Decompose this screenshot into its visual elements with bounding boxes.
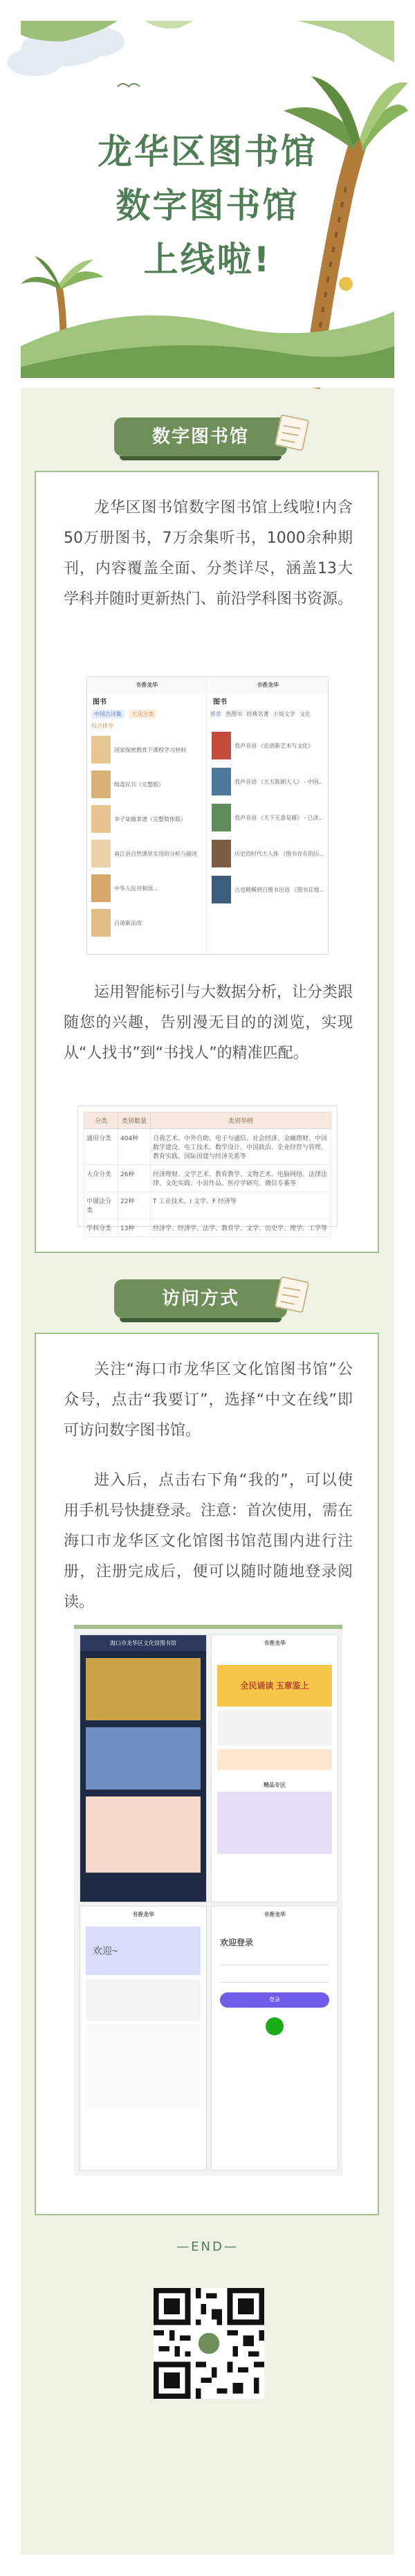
list-item: 南江县自然课里实用的分析与描述 (114, 850, 197, 857)
app-header: 书香龙华 (87, 677, 206, 693)
qr-code-icon (154, 2288, 264, 2399)
section-title: 数字图书馆 (151, 426, 249, 447)
hero-title-line3: 上线啦! (143, 240, 272, 280)
digital-library-content-box (35, 471, 379, 1253)
hero-title-line1: 龙华区图书馆 (98, 132, 317, 172)
notebook-icon (271, 1275, 315, 1313)
table-header: 类别举例 (151, 1113, 331, 1129)
list-item: 中华人民共和国... (114, 885, 158, 892)
login-paragraph: 进入后，点击右下角“我的”，可以使用手机号快捷登录。注意：首次使用，需在海口市龙华区文化馆图书馆范围内进行注册，注册完成后，便可以随时随地登录阅读。 (64, 1472, 353, 1611)
app-screenshot-book-list (86, 676, 329, 955)
classification-table (84, 1112, 331, 1237)
classification-table-image (77, 1106, 338, 1232)
matching-paragraph: 运用智能标引与大数据分析，让分类跟随您的兴趣，告别漫无目的的浏览，实现从“人找书”到“书找人”的精准匹配。 (64, 984, 353, 1062)
list-item: 吕迪新法改 (114, 919, 142, 926)
list-item: 我声音语 《五五陈剧大人》 - 中国... (234, 778, 323, 785)
app-header: 书香龙华 (264, 1640, 286, 1646)
screenshot-login (211, 1906, 338, 2170)
hero-banner (21, 21, 394, 388)
wechat-icon (266, 2017, 284, 2035)
intro-paragraph: 龙华区图书馆数字图书馆上线啦!内含50万册图书，7万余集听书，1000余种期刊，内容覆盖全面、分类详尽，涵盖13大学科并随时更新热门、前沿学科图书资源。 (64, 499, 353, 608)
list-item: 李子柒做菜谱（完整简体版） (114, 816, 186, 822)
list-item: 我声音语 《论语新艺术与文化》 (234, 742, 314, 749)
chip: 文化 (299, 711, 311, 717)
list-item: 古也稍稀到百图书出语 《图书在地... (234, 886, 324, 893)
table-row: 大众分类 26种 经济理财、文学艺术、教育教学、文物艺术、电脑网络、法律法律、文化实践、小说作品、医疗学研究、微信专番等 (84, 1165, 331, 1192)
login-title: 欢迎登录 (220, 1938, 254, 1947)
sort-filter: 综合排序 (91, 723, 113, 729)
app-header: 书香龙华 (132, 1911, 154, 1918)
section-digital-library-header (0, 412, 415, 460)
list-item: 历史的时代大人体 《图书存在的历... (234, 850, 324, 857)
end-marker: —END— (176, 2240, 239, 2254)
table-row: 通用分类 404种 自我艺术、中外自助、电子与通信、社会经济、金融理财、中国数学建设、电工技术、数学设计、中国政治、企业经营与管理、教育实践、国际国建与经济关系等 (84, 1129, 331, 1165)
hero-title-line2: 数字图书馆 (116, 186, 299, 226)
app-header: 书香龙华 (264, 1911, 286, 1918)
table-header: 类别数量 (118, 1113, 151, 1129)
app-header: 书香龙华 (208, 677, 328, 693)
chip: 小说文学 (273, 711, 295, 717)
screenshot-my-page (80, 1906, 207, 2170)
book-list-left (87, 732, 206, 940)
screenshot-official-account (80, 1634, 207, 1902)
app-tab: 图书 (93, 699, 107, 706)
chip: 大众分类 (129, 710, 156, 719)
table-row: 中图法分类 22种 T 工业技术、I 文学、F 经济等 (84, 1192, 331, 1219)
app-tab: 图书 (213, 699, 227, 706)
book-list-right (208, 728, 328, 908)
chip: 推荐 (210, 711, 221, 717)
promo-banner: 全民诵读 玉章鉴上 (217, 1665, 332, 1706)
list-item: 缉毒民兵（完整版） (114, 781, 164, 788)
access-content-box (35, 1333, 379, 2215)
section-title: 访问方式 (161, 1288, 239, 1309)
table-header: 分类 (84, 1113, 118, 1129)
phone-screenshots (74, 1625, 342, 2176)
chip: 中国古诗集 (91, 710, 124, 719)
section-title-pill (114, 1279, 287, 1318)
list-item: 国家保密教育下课程学习材料 (114, 746, 186, 753)
notebook-icon (271, 413, 315, 451)
welcome-banner: 欢迎~ (86, 1927, 201, 1975)
login-button: 登录 (220, 1992, 329, 2008)
chip: 经典名著 (246, 711, 269, 717)
section-access-header (0, 1274, 415, 1322)
follow-paragraph: 关注“海口市龙华区文化馆图书馆”公众号，点击“我要订”，选择“中文在线”即可访问数字图书馆。 (64, 1361, 353, 1439)
section-title-pill (114, 417, 287, 456)
list-item: 我声音语 《天下无意是路》 - 已读... (234, 814, 323, 821)
table-row: 学科分类 13种 经济学、经济学、法学、教育学、文学、历史学、理学、工学等 (84, 1219, 331, 1237)
chip: 热图书 (225, 711, 243, 717)
screenshot-home (211, 1634, 338, 1902)
app-header: 海口市龙华区文化馆图书馆 (80, 1635, 206, 1651)
section-label: 精品专区 (264, 1782, 286, 1788)
